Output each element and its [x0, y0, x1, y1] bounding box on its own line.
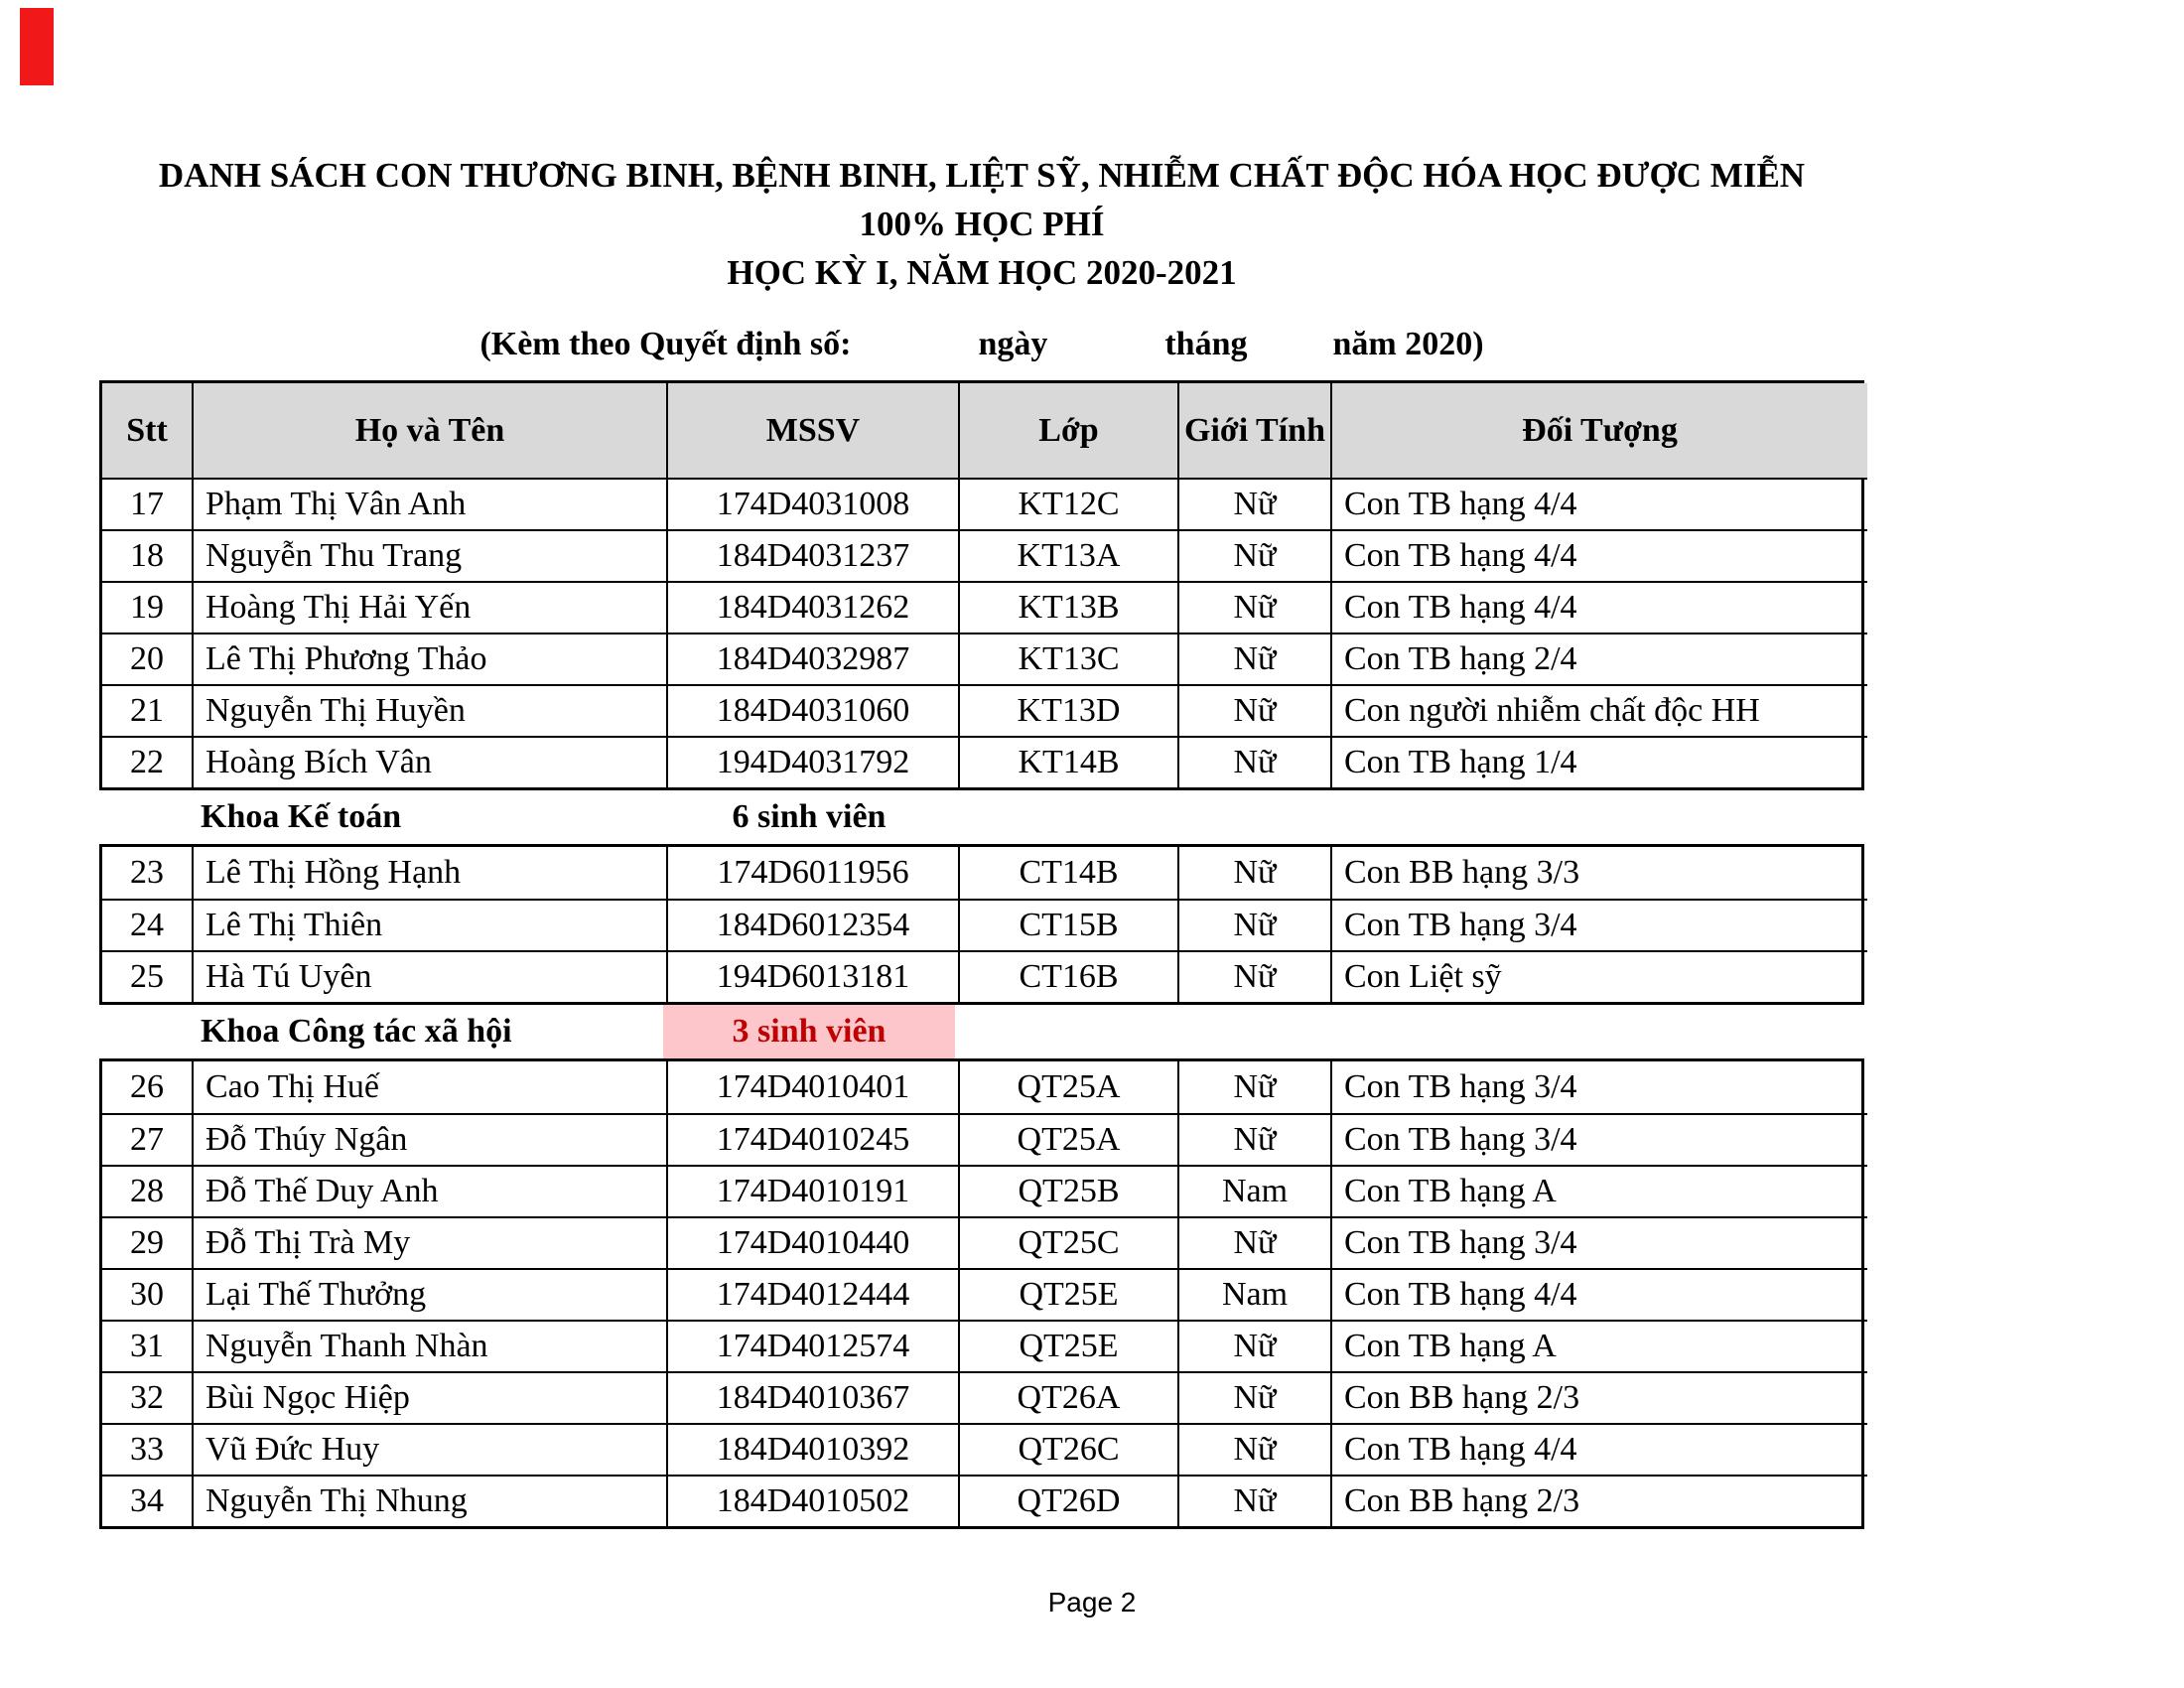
table-cell: CT16B	[958, 950, 1177, 1002]
table-cell: 184D4010392	[666, 1423, 958, 1475]
table-cell: Con TB hạng A	[1330, 1165, 1867, 1216]
table-cell: Nữ	[1177, 478, 1330, 529]
table-cell: Con TB hạng 3/4	[1330, 1061, 1867, 1113]
table-cell: 174D4012444	[666, 1268, 958, 1320]
table-cell: Nữ	[1177, 1216, 1330, 1268]
table-cell: 184D4031262	[666, 581, 958, 633]
table-cell: QT25E	[958, 1320, 1177, 1371]
table-cell: 184D4010367	[666, 1371, 958, 1423]
table-cell: Hoàng Bích Vân	[192, 736, 666, 787]
decision-note-day-label: ngày	[978, 326, 1048, 362]
table-cell: Con TB hạng 4/4	[1330, 581, 1867, 633]
table-cell: 184D4032987	[666, 633, 958, 684]
table-cell: Con BB hạng 3/3	[1330, 847, 1867, 899]
table-cell: Hà Tú Uyên	[192, 950, 666, 1002]
table-cell: 30	[102, 1268, 192, 1320]
table-cell: Nữ	[1177, 847, 1330, 899]
table-cell: 174D4010401	[666, 1061, 958, 1113]
table-cell: Nữ	[1177, 1113, 1330, 1165]
table-cell: Nữ	[1177, 1475, 1330, 1526]
table-cell: Đỗ Thế Duy Anh	[192, 1165, 666, 1216]
table-cell: Lê Thị Thiên	[192, 899, 666, 950]
table-cell: Đỗ Thúy Ngân	[192, 1113, 666, 1165]
table-cell: Con Liệt sỹ	[1330, 950, 1867, 1002]
section-label: Khoa Công tác xã hội	[201, 1013, 512, 1050]
table-cell: Nguyễn Thị Nhung	[192, 1475, 666, 1526]
table-cell: Con TB hạng 3/4	[1330, 1216, 1867, 1268]
table-cell: Nam	[1177, 1165, 1330, 1216]
table-cell: Nữ	[1177, 1061, 1330, 1113]
table-cell: Lại Thế Thưởng	[192, 1268, 666, 1320]
table-cell: 21	[102, 684, 192, 736]
table-cell: 33	[102, 1423, 192, 1475]
decision-note	[99, 326, 1864, 363]
table-cell: 22	[102, 736, 192, 787]
table-cell: 24	[102, 899, 192, 950]
red-bookmark-marker	[20, 8, 54, 85]
table-cell: 174D4012574	[666, 1320, 958, 1371]
table-cell: Con người nhiễm chất độc HH	[1330, 684, 1867, 736]
column-header: Giới Tính	[1177, 383, 1330, 478]
table-cell: Nữ	[1177, 950, 1330, 1002]
table-cell: Con BB hạng 2/3	[1330, 1371, 1867, 1423]
table-cell: KT14B	[958, 736, 1177, 787]
table-cell: 174D4031008	[666, 478, 958, 529]
table-cell: Nữ	[1177, 1423, 1330, 1475]
column-header: Stt	[102, 383, 192, 478]
table-cell: 34	[102, 1475, 192, 1526]
table-cell: 23	[130, 854, 164, 891]
table-cell: Nữ	[1177, 1320, 1330, 1371]
document-title-line3: HỌC KỲ I, NĂM HỌC 2020-2021	[727, 253, 1237, 292]
table-cell: 27	[102, 1113, 192, 1165]
section-row	[99, 1005, 1864, 1058]
table-cell: Con TB hạng 4/4	[1330, 478, 1867, 529]
section-row	[99, 790, 1864, 844]
table-block	[99, 844, 1864, 1005]
table-cell: Hoàng Thị Hải Yến	[192, 581, 666, 633]
decision-note-prefix: (Kèm theo Quyết định số:	[479, 326, 852, 362]
table-cell: 174D6011956	[666, 847, 958, 899]
table-cell: Con TB hạng 1/4	[1330, 736, 1867, 787]
table-cell: Nữ	[1177, 684, 1330, 736]
table-cell: KT13A	[958, 529, 1177, 581]
table-cell: 184D6012354	[666, 899, 958, 950]
table-cell: 184D4010502	[666, 1475, 958, 1526]
table-cell: Nữ	[1177, 899, 1330, 950]
table-cell: QT25E	[958, 1268, 1177, 1320]
decision-note-month-label: tháng	[1164, 326, 1248, 362]
table-cell: Con BB hạng 2/3	[1330, 1475, 1867, 1526]
table-cell: KT13D	[958, 684, 1177, 736]
table-cell: Con TB hạng 4/4	[1330, 1423, 1867, 1475]
table-cell: 28	[102, 1165, 192, 1216]
table-cell: Con TB hạng A	[1330, 1320, 1867, 1371]
table-cell: 17	[102, 478, 192, 529]
table-cell: KT13B	[958, 581, 1177, 633]
students-table	[99, 380, 1864, 1529]
table-cell: 174D4010440	[666, 1216, 958, 1268]
table-cell: Nguyễn Thị Huyền	[192, 684, 666, 736]
column-header: Đối Tượng	[1330, 383, 1867, 478]
table-cell: Nữ	[1177, 581, 1330, 633]
table-cell: Con TB hạng 2/4	[1330, 633, 1867, 684]
table-cell: 32	[102, 1371, 192, 1423]
table-cell: Con TB hạng 4/4	[1330, 529, 1867, 581]
table-cell: Vũ Đức Huy	[192, 1423, 666, 1475]
table-cell: KT12C	[958, 478, 1177, 529]
page-number: Page 2	[1047, 1587, 1137, 1618]
table-cell: QT25C	[958, 1216, 1177, 1268]
table-cell: 184D4031060	[666, 684, 958, 736]
table-cell: CT15B	[958, 899, 1177, 950]
table-cell: Nữ	[1177, 633, 1330, 684]
table-cell: Cao Thị Huế	[192, 1061, 666, 1113]
table-cell: Nguyễn Thu Trang	[192, 529, 666, 581]
table-cell: 184D4031237	[666, 529, 958, 581]
table-cell: Nguyễn Thanh Nhàn	[192, 1320, 666, 1371]
table-cell: QT26D	[958, 1475, 1177, 1526]
table-cell: Nam	[1177, 1268, 1330, 1320]
table-cell: Lê Thị Hồng Hạnh	[192, 847, 666, 899]
table-cell: KT13C	[958, 633, 1177, 684]
table-cell: Đỗ Thị Trà My	[192, 1216, 666, 1268]
table-cell: QT25A	[958, 1061, 1177, 1113]
section-label: Khoa Kế toán	[201, 798, 402, 835]
table-cell: 174D4010245	[666, 1113, 958, 1165]
table-cell: CT14B	[958, 847, 1177, 899]
table-cell: 29	[102, 1216, 192, 1268]
table-cell: 174D4010191	[666, 1165, 958, 1216]
table-cell: 19	[102, 581, 192, 633]
column-header: Lớp	[958, 383, 1177, 478]
table-cell: QT26A	[958, 1371, 1177, 1423]
table-cell: Nữ	[1177, 736, 1330, 787]
table-cell: QT26C	[958, 1423, 1177, 1475]
table-cell: QT25A	[958, 1113, 1177, 1165]
document-title-line2: 100% HỌC PHÍ	[859, 205, 1105, 243]
table-cell: 31	[102, 1320, 192, 1371]
table-cell: Con TB hạng 3/4	[1330, 899, 1867, 950]
table-cell: Con TB hạng 4/4	[1330, 1268, 1867, 1320]
table-cell: 194D6013181	[666, 950, 958, 1002]
table-block	[99, 380, 1864, 790]
section-student-count: 3 sinh viên	[663, 1005, 955, 1058]
column-header: Họ và Tên	[192, 383, 666, 478]
table-cell: 18	[102, 529, 192, 581]
column-header: MSSV	[666, 383, 958, 478]
table-cell: Nữ	[1177, 1371, 1330, 1423]
section-student-count: 6 sinh viên	[732, 798, 887, 835]
document-title	[99, 151, 1864, 297]
table-cell: QT25B	[958, 1165, 1177, 1216]
table-cell: Phạm Thị Vân Anh	[192, 478, 666, 529]
table-cell: Nữ	[1177, 529, 1330, 581]
decision-note-year-label: năm 2020)	[1332, 326, 1484, 362]
table-block	[99, 1058, 1864, 1529]
table-cell: 25	[102, 950, 192, 1002]
table-cell: Lê Thị Phương Thảo	[192, 633, 666, 684]
document-title-line1: DANH SÁCH CON THƯƠNG BINH, BỆNH BINH, LIỆT SỸ, NHIỄM CHẤT ĐỘC HÓA HỌC ĐƯỢC MIỄN	[158, 156, 1806, 195]
table-cell: 194D4031792	[666, 736, 958, 787]
table-cell: 26	[130, 1068, 164, 1105]
table-cell: 20	[102, 633, 192, 684]
table-cell: Con TB hạng 3/4	[1330, 1113, 1867, 1165]
table-cell: Bùi Ngọc Hiệp	[192, 1371, 666, 1423]
